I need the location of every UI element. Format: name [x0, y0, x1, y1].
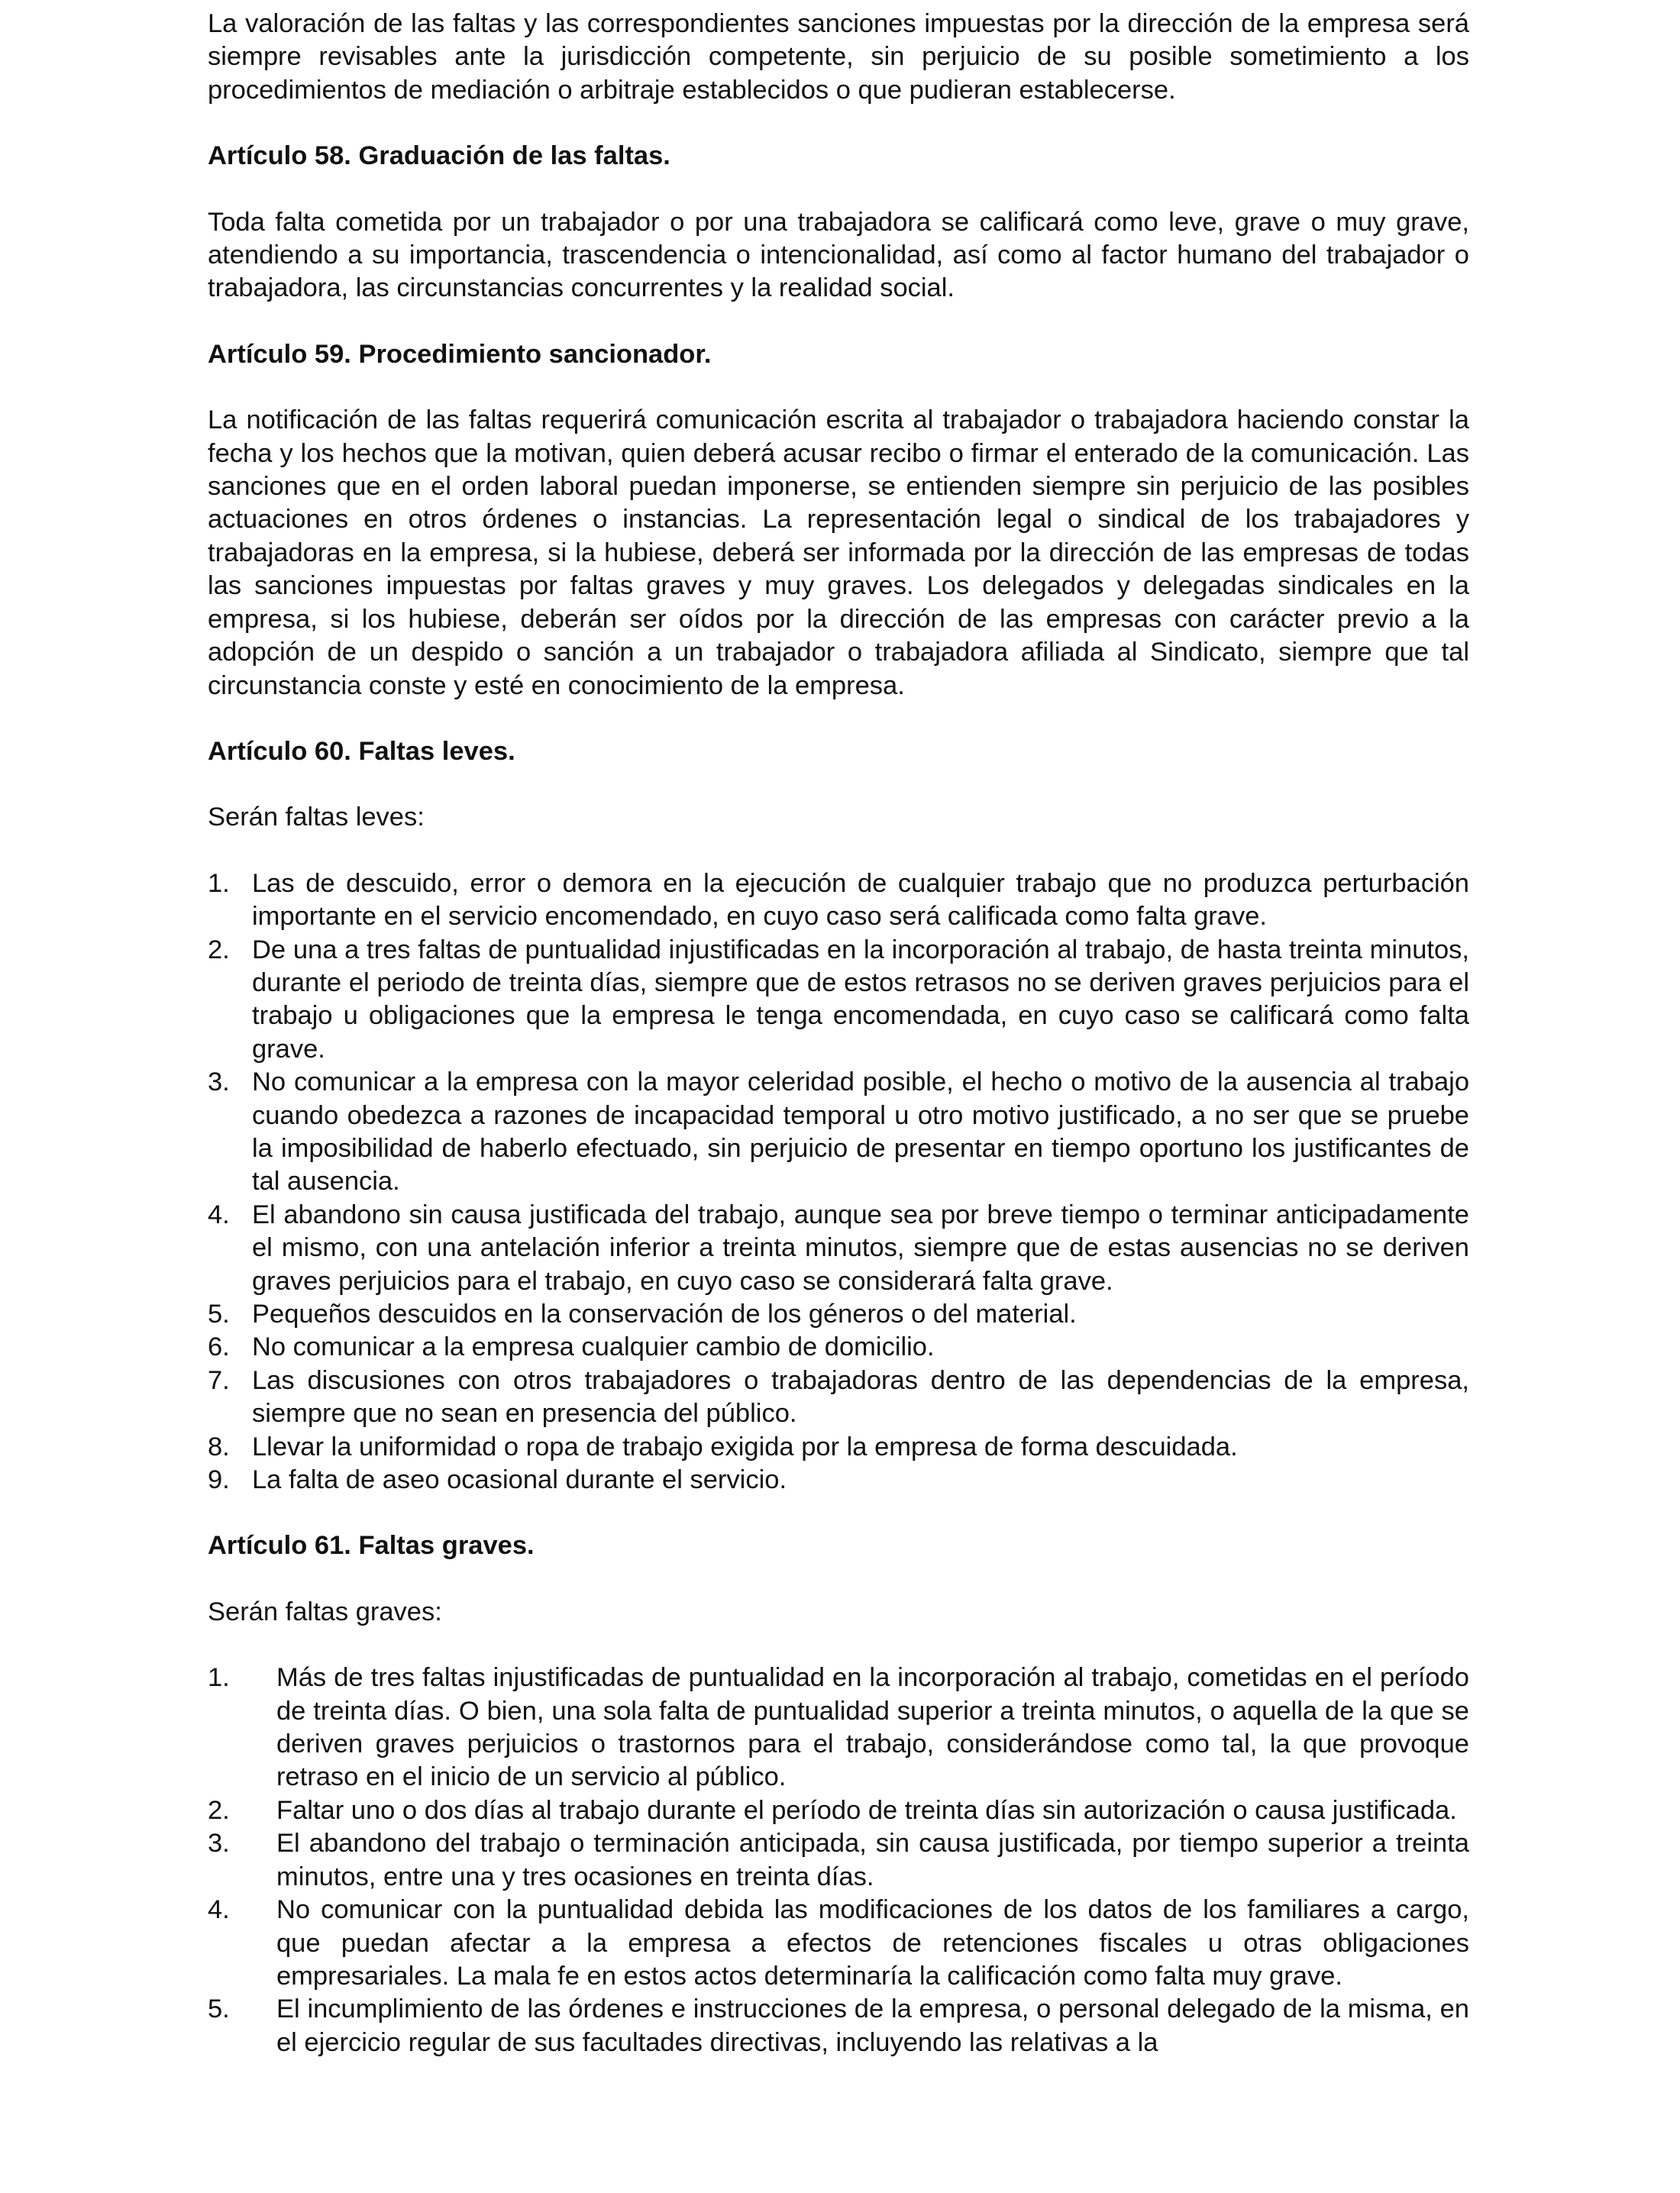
list-item: 4. El abandono sin causa justificada del trabajo, aunque sea por breve tiempo o terminar anticipadamente el mismo, con una antelación inferior a treinta minutos, siempre que de estas ausencias no se deriven graves perjuicios para el trabajo, en cuyo caso se considerará falta grave. — [208, 1200, 1469, 1296]
list-item: 4. No comunicar con la puntualidad debida las modificaciones de los datos de los familiares a cargo, que puedan afectar a la empresa a efectos de retenciones fiscales u otras obligaciones empresariales. La mala fe en estos actos determinaría la calificación como falta muy grave. — [208, 1895, 1469, 1991]
article-61-list — [208, 1662, 1469, 2059]
intro-paragraph: La valoración de las faltas y las correspondientes sanciones impuestas por la dirección de la empresa será siempre revisables ante la jurisdicción competente, sin perjuicio de su posible sometimiento a los procedimientos de mediación o arbitraje establecidos o que pudieran establecerse. — [208, 9, 1469, 105]
list-item: 6. No comunicar a la empresa cualquier cambio de domicilio. — [208, 1332, 935, 1362]
article-61-heading: Artículo 61. Faltas graves. — [208, 1531, 535, 1561]
article-61-intro: Serán faltas graves: — [208, 1597, 442, 1626]
document-page — [208, 8, 1469, 2059]
list-item: 8. Llevar la uniformidad o ropa de trabajo exigida por la empresa de forma descuidada. — [208, 1432, 1238, 1461]
article-58-heading: Artículo 58. Graduación de las faltas. — [208, 141, 670, 171]
list-item: 3. El abandono del trabajo o terminación anticipada, sin causa justificada, por tiempo superior a treinta minutos, entre una y tres ocasiones en treinta días. — [208, 1829, 1469, 1891]
list-item: 5. Pequeños descuidos en la conservación de los géneros o del material. — [208, 1300, 1077, 1329]
list-item: 9. La falta de aseo ocasional durante el servicio. — [208, 1465, 787, 1495]
article-60-heading: Artículo 60. Faltas leves. — [208, 736, 515, 766]
article-59-heading: Artículo 59. Procedimiento sancionador. — [208, 339, 712, 369]
article-58-body: Toda falta cometida por un trabajador o por una trabajadora se calificará como leve, grave o muy grave, atendiendo a su importancia, trascendencia o intencionalidad, así como al factor humano del trabajador o trabajadora, las circunstancias concurrentes y la realidad social. — [208, 207, 1469, 303]
article-59-body: La notificación de las faltas requerirá comunicación escrita al trabajador o trabajadora haciendo constar la fecha y los hechos que la motivan, quien deberá acusar recibo o firmar el enterado de la comunicación. Las sanciones que en el orden laboral puedan imponerse, se entienden siempre sin perjuicio de las posibles actuaciones en otros órdenes o instancias. La representación legal o sindical de los trabajadores y trabajadoras en la empresa, si la hubiese, deberá ser informada por la dirección de las empresas de todas las sanciones impuestas por faltas graves y muy graves. Los delegados y delegadas sindicales en la empresa, si los hubiese, deberán ser oídos por la dirección de las empresas con carácter previo a la adopción de un despido o sanción a un trabajador o trabajadora afiliada al Sindicato, siempre que tal circunstancia conste y esté en conocimiento de la empresa. — [208, 405, 1469, 700]
article-60-list — [208, 867, 1469, 1497]
list-item: 7. Las discusiones con otros trabajadores o trabajadoras dentro de las dependencias de la empresa, siempre que no sean en presencia del público. — [208, 1365, 1469, 1429]
list-item: 1. Las de descuido, error o demora en la ejecución de cualquier trabajo que no produzca perturbación importante en el servicio encomendado, en cuyo caso será calificada como falta grave. — [208, 868, 1469, 932]
list-item: 2. Faltar uno o dos días al trabajo durante el período de treinta días sin autorización o causa justificada. — [208, 1795, 1457, 1825]
list-item: 1. Más de tres faltas injustificadas de puntualidad en la incorporación al trabajo, cometidas en el período de treinta días. O bien, una sola falta de puntualidad superior a treinta minutos, o aquella de la que se deriven graves perjuicios o trastornos para el trabajo, considerándose como tal, la que provoque retraso en el inicio de un servicio al público. — [208, 1663, 1469, 1792]
list-item: 2. De una a tres faltas de puntualidad injustificadas en la incorporación al trabajo, de hasta treinta minutos, durante el periodo de treinta días, siempre que de estos retrasos no se deriven graves perjuicios para el trabajo u obligaciones que la empresa le tenga encomendada, en cuyo caso se calificará como falta grave. — [208, 935, 1469, 1064]
list-item: 3. No comunicar a la empresa con la mayor celeridad posible, el hecho o motivo de la ausencia al trabajo cuando obedezca a razones de incapacidad temporal u otro motivo justificado, a no ser que se pruebe la imposibilidad de haberlo efectuado, sin perjuicio de presentar en tiempo oportuno los justificantes de tal ausencia. — [208, 1067, 1469, 1197]
list-item: 5. El incumplimiento de las órdenes e instrucciones de la empresa, o personal delegado de la misma, en el ejercicio regular de sus facultades directivas, incluyendo las relativas a la — [208, 1994, 1469, 2057]
article-60-intro: Serán faltas leves: — [208, 803, 425, 832]
